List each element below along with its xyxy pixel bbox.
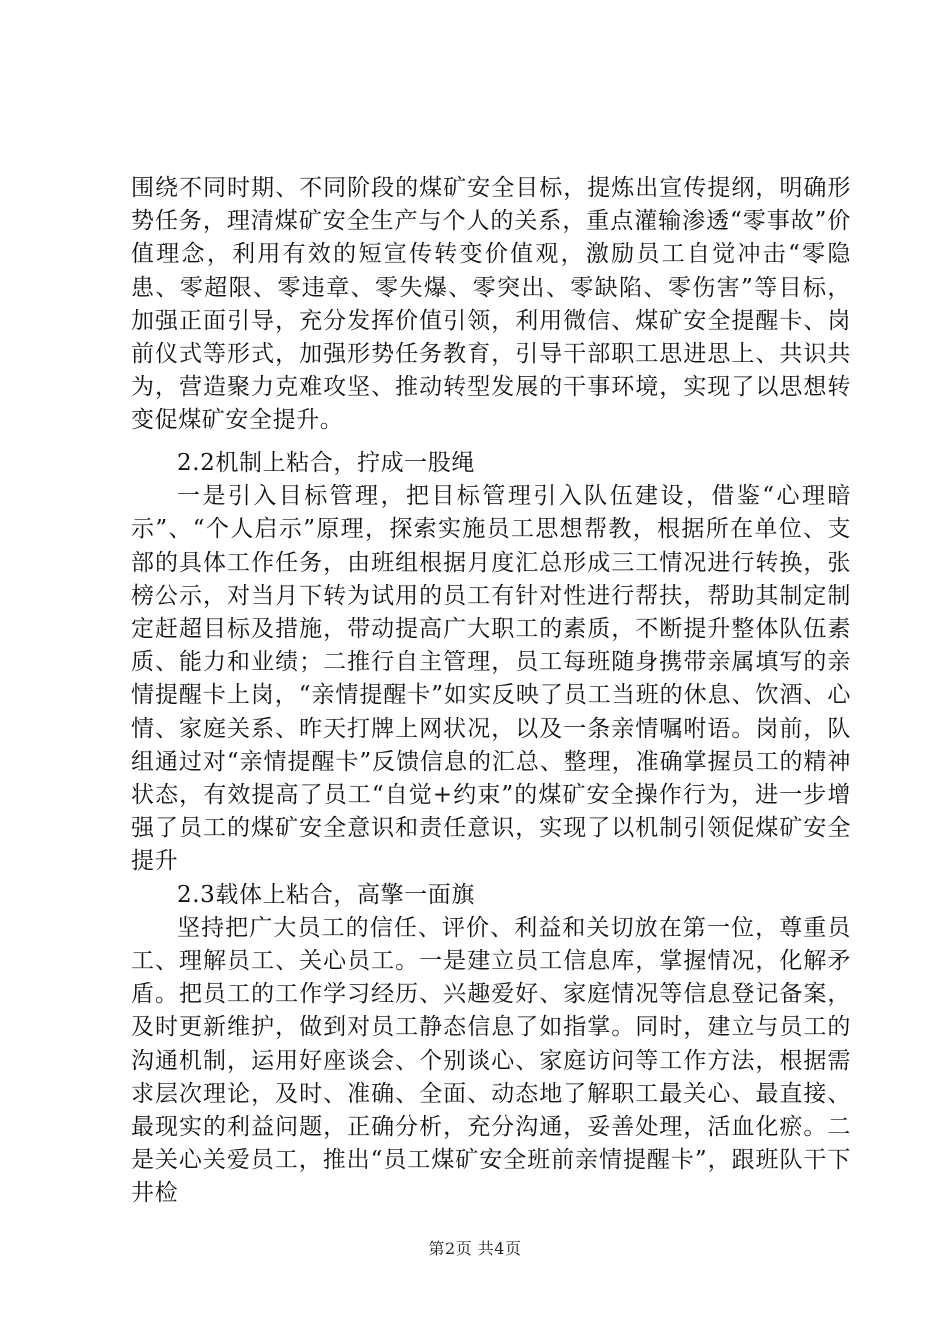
section-body-paragraph: 坚持把广大员工的信任、评价、利益和关切放在第一位，尊重员工、理解员工、关心员工。一是建立员工信息库，掌握情况，化解矛盾。把员工的工作学习经历、兴趣爱好、家庭情况等信息登记备案，及时更新维护，做到对员工静态信息了如指掌。同时，建立与员工的沟通机制，运用好座谈会、个别谈心、家庭访问等工作方法，根据需求层次理论，及时、准确、全面、动态地了解职工最关心、最直接、最现实的利益问题，正确分析，充分沟通，妥善处理，活血化瘀。二是关心关爱员工，推出“员工煤矿安全班前亲情提醒卡”，跟班队干下井检 (131, 914, 851, 1207)
section-heading: 2.2机制上粘合，拧成一股绳 (177, 450, 475, 476)
body-paragraph: 围绕不同时期、不同阶段的煤矿安全目标，提炼出宣传提纲，明确形势任务，理清煤矿安全生产与个人的关系，重点灌输渗透“零事故”价值理念，利用有效的短宣传转变价值观，激励员工自觉冲击“零隐患、零超限、零违章、零失爆、零突出、零缺陷、零伤害”等目标，加强正面引导，充分发挥价值引领，利用微信、煤矿安全提醒卡、岗前仪式等形式，加强形势任务教育，引导干部职工思进思上、共识共为，营造聚力克难攻坚、推动转型发展的干事环境，实现了以思想转变促煤矿安全提升。 (131, 175, 851, 434)
intro-text-block (131, 172, 851, 438)
section-body-paragraph: 一是引入目标管理，把目标管理引入队伍建设，借鉴“心理暗示”、“个人启示”原理，探索实施员工思想帮教，根据所在单位、支部的具体工作任务，由班组根据月度汇总形成三工情况进行转换，张榜公示，对当月下转为试用的员工有针对性进行帮扶，帮助其制定制定赶超目标及措施，带动提高广大职工的素质，不断提升整体队伍素质、能力和业绩；二推行自主管理，员工每班随身携带亲属填写的亲情提醒卡上岗，“亲情提醒卡”如实反映了员工当班的休息、饮酒、心情、家庭关系、昨天打牌上网状况，以及一条亲情嘱咐语。岗前，队组通过对“亲情提醒卡”反馈信息的汇总、整理，准确掌握员工的精神状态，有效提高了员工“自觉+约束”的煤矿安全操作行为，进一步增强了员工的煤矿安全意识和责任意识，实现了以机制引领促煤矿安全提升 (131, 483, 851, 875)
sections-text-block (131, 447, 851, 1211)
page-number-label: 第2页 共4页 (428, 1239, 522, 1258)
section-heading: 2.3载体上粘合，高擎一面旗 (177, 881, 475, 908)
page-footer (0, 1236, 950, 1259)
